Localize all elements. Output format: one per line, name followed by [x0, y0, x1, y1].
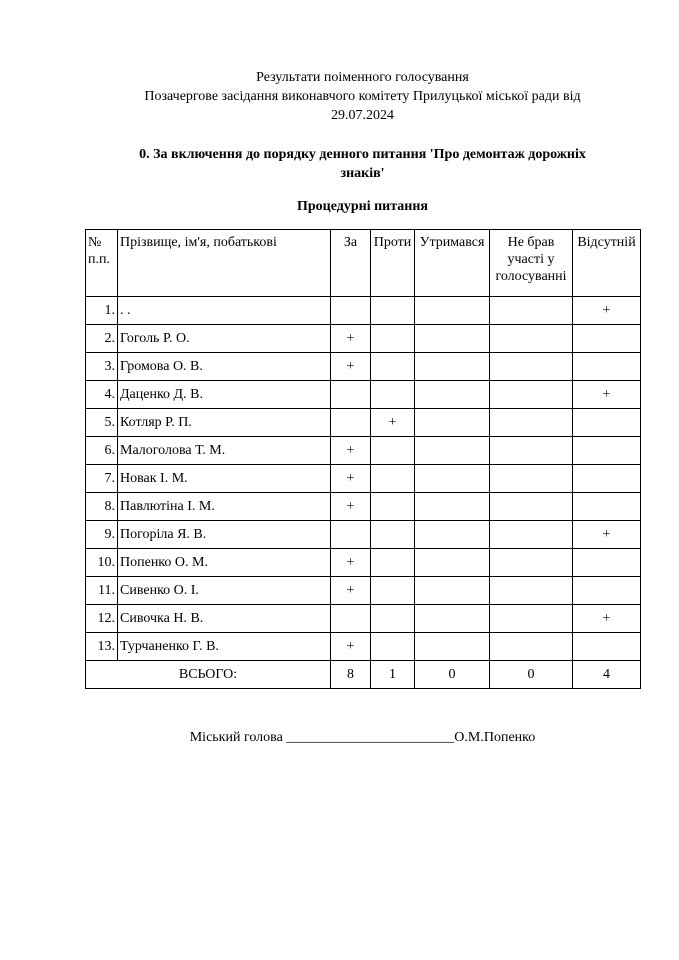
vote-for: + [331, 633, 371, 661]
vote-abstained [415, 493, 490, 521]
vote-abstained [415, 605, 490, 633]
vote-absent [573, 437, 641, 465]
table-row [86, 577, 641, 605]
table-row [86, 521, 641, 549]
vote-abstained [415, 465, 490, 493]
vote-abstained [415, 381, 490, 409]
vote-absent [573, 325, 641, 353]
vote-abstained [415, 437, 490, 465]
table-row [86, 493, 641, 521]
vote-for: + [331, 437, 371, 465]
table-row [86, 381, 641, 409]
total-for: 8 [331, 661, 371, 689]
vote-not-voted [490, 549, 573, 577]
table-row [86, 465, 641, 493]
table-row [86, 353, 641, 381]
member-name: Гоголь Р. О. [118, 325, 331, 353]
member-name: . . [118, 297, 331, 325]
vote-against [371, 325, 415, 353]
column-header-not-voted: Не брав участі у голосуванні [490, 230, 573, 297]
vote-absent [573, 465, 641, 493]
vote-against [371, 577, 415, 605]
vote-for: + [331, 465, 371, 493]
table-row [86, 409, 641, 437]
member-name: Новак І. М. [118, 465, 331, 493]
vote-against [371, 437, 415, 465]
vote-against [371, 605, 415, 633]
vote-abstained [415, 297, 490, 325]
vote-absent [573, 493, 641, 521]
table-row [86, 297, 641, 325]
header-date: 29.07.2024 [331, 108, 394, 123]
vote-against [371, 297, 415, 325]
vote-abstained [415, 577, 490, 605]
column-header-for: За [331, 230, 371, 297]
total-absent: 4 [573, 661, 641, 689]
section-title: Процедурні питання [297, 199, 428, 214]
vote-for [331, 409, 371, 437]
vote-for: + [331, 549, 371, 577]
vote-not-voted [490, 409, 573, 437]
vote-not-voted [490, 437, 573, 465]
vote-for [331, 297, 371, 325]
row-number: 6. [86, 437, 118, 465]
vote-for: + [331, 325, 371, 353]
vote-not-voted [490, 353, 573, 381]
row-number: 10. [86, 549, 118, 577]
signature-line: ________________________ [286, 730, 455, 745]
member-name: Погоріла Я. В. [118, 521, 331, 549]
vote-abstained [415, 521, 490, 549]
member-name: Малоголова Т. М. [118, 437, 331, 465]
signatory-role: Міський голова [189, 730, 283, 745]
vote-against [371, 353, 415, 381]
vote-not-voted [490, 381, 573, 409]
row-number: 1. [86, 297, 118, 325]
row-number: 4. [86, 381, 118, 409]
signatory-name: О.М.Попенко [454, 730, 536, 745]
vote-absent: + [573, 605, 641, 633]
document-header [80, 68, 645, 125]
vote-against [371, 521, 415, 549]
vote-not-voted [490, 633, 573, 661]
member-name: Турчаненко Г. В. [118, 633, 331, 661]
table-header-row [86, 230, 641, 297]
voting-results-table [85, 229, 641, 689]
vote-not-voted [490, 493, 573, 521]
vote-for: + [331, 353, 371, 381]
vote-against [371, 633, 415, 661]
vote-for [331, 381, 371, 409]
total-abstained: 0 [415, 661, 490, 689]
totals-label: ВСЬОГО: [86, 661, 331, 689]
header-meeting: Позачергове засідання виконавчого комітету Прилуцької міської ради від [144, 89, 581, 104]
vote-against [371, 381, 415, 409]
column-header-against: Проти [371, 230, 415, 297]
agenda-item-title [80, 145, 645, 183]
row-number: 3. [86, 353, 118, 381]
row-number: 12. [86, 605, 118, 633]
column-header-number: № п.п. [86, 230, 118, 297]
vote-against [371, 549, 415, 577]
vote-against [371, 465, 415, 493]
vote-not-voted [490, 297, 573, 325]
vote-absent [573, 549, 641, 577]
vote-against: + [371, 409, 415, 437]
member-name: Громова О. В. [118, 353, 331, 381]
vote-not-voted [490, 465, 573, 493]
vote-abstained [415, 549, 490, 577]
vote-not-voted [490, 605, 573, 633]
member-name: Сивенко О. І. [118, 577, 331, 605]
row-number: 13. [86, 633, 118, 661]
member-name: Павлютіна І. М. [118, 493, 331, 521]
vote-not-voted [490, 521, 573, 549]
table-row [86, 633, 641, 661]
row-number: 7. [86, 465, 118, 493]
row-number: 9. [86, 521, 118, 549]
agenda-item-line-2: знаків' [340, 166, 385, 181]
vote-abstained [415, 353, 490, 381]
total-against: 1 [371, 661, 415, 689]
table-row [86, 325, 641, 353]
vote-absent [573, 353, 641, 381]
column-header-abstained: Утримався [415, 230, 490, 297]
column-header-absent: Відсутній [573, 230, 641, 297]
vote-absent [573, 633, 641, 661]
totals-row [86, 661, 641, 689]
total-not-voted: 0 [490, 661, 573, 689]
vote-absent: + [573, 381, 641, 409]
table-row [86, 549, 641, 577]
row-number: 11. [86, 577, 118, 605]
vote-absent: + [573, 521, 641, 549]
member-name: Даценко Д. В. [118, 381, 331, 409]
vote-absent: + [573, 297, 641, 325]
member-name: Котляр Р. П. [118, 409, 331, 437]
header-title: Результати поіменного голосування [256, 70, 469, 85]
agenda-item-line-1: 0. За включення до порядку денного питання 'Про демонтаж дорожніх [139, 147, 586, 162]
vote-absent [573, 577, 641, 605]
member-name: Сивочка Н. В. [118, 605, 331, 633]
row-number: 5. [86, 409, 118, 437]
signature-block [80, 730, 645, 746]
vote-abstained [415, 325, 490, 353]
member-name: Попенко О. М. [118, 549, 331, 577]
vote-for [331, 521, 371, 549]
vote-abstained [415, 409, 490, 437]
vote-abstained [415, 633, 490, 661]
vote-absent [573, 409, 641, 437]
row-number: 2. [86, 325, 118, 353]
vote-for [331, 605, 371, 633]
table-row [86, 437, 641, 465]
row-number: 8. [86, 493, 118, 521]
column-header-name: Прізвище, ім'я, побатькові [118, 230, 331, 297]
table-row [86, 605, 641, 633]
vote-not-voted [490, 325, 573, 353]
vote-against [371, 493, 415, 521]
vote-for: + [331, 493, 371, 521]
vote-not-voted [490, 577, 573, 605]
vote-for: + [331, 577, 371, 605]
